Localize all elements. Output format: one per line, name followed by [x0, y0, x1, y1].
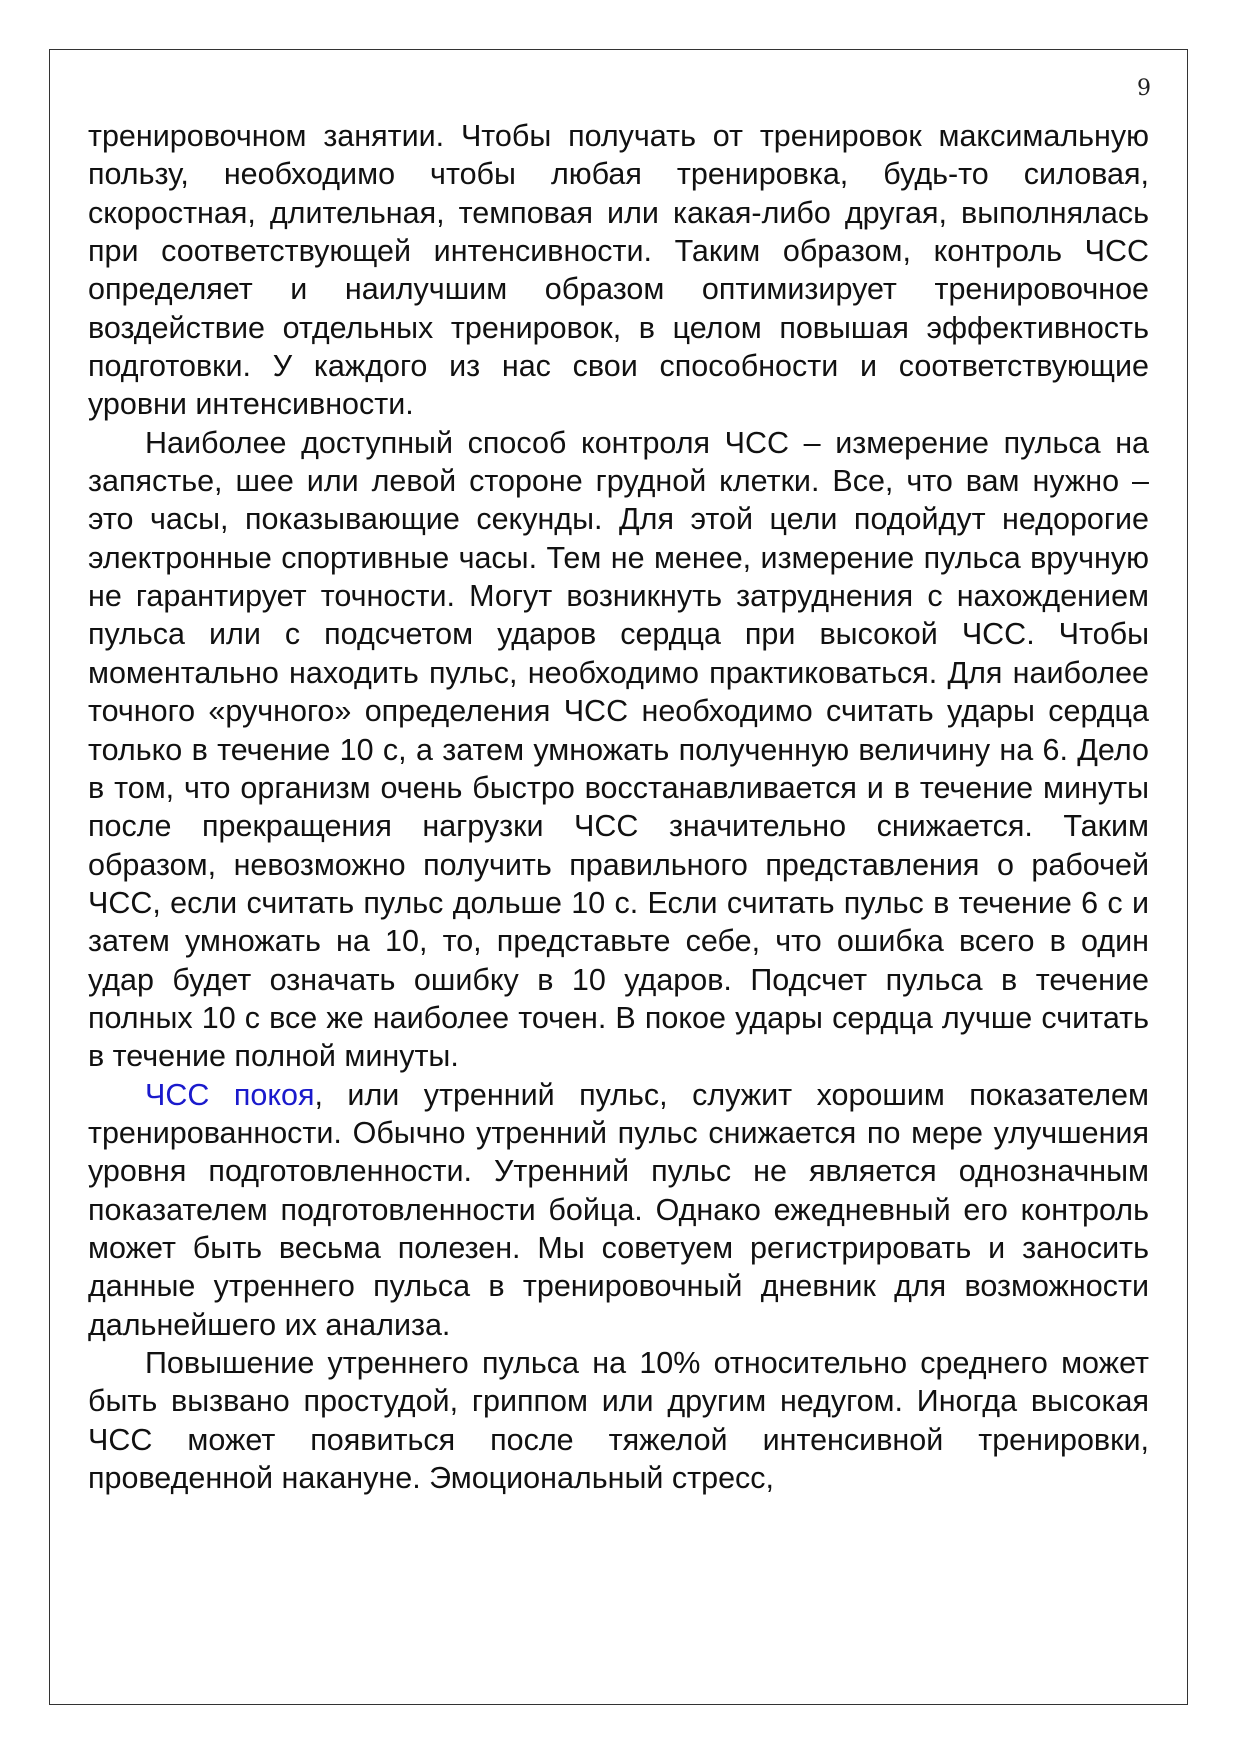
resting-heart-rate-link[interactable]: ЧСС покоя [145, 1077, 315, 1112]
paragraph-morning-pulse-increase: Повышение утреннего пульса на 10% относительно среднего может быть вызвано простудой, гриппом или другим недугом. Иногда высокая ЧСС может появиться после тяжелой интенсивной тренировки, проведенной накануне. Эмоциональный стресс, [88, 1346, 1149, 1496]
page-number: 9 [1137, 76, 1151, 101]
paragraph-training-intensity: тренировочном занятии. Чтобы получать от тренировок максимальную пользу, необходимо чтобы любая тренировка, будь-то силовая, скоростная, длительная, темповая или какая-либо другая, выполнялась при соответствующей интенсивности. Таким образом, контроль ЧСС определяет и наилучшим образом оптимизирует тренировочное воздействие отдельных тренировок, в целом повышая эффективность подготовки. У каждого из нас свои способности и соответствующие уровни интенсивности. [88, 119, 1149, 422]
page-body [88, 117, 1149, 1497]
resting-heart-rate-text: , или утренний пульс, служит хорошим показателем тренированности. Обычно утренний пульс снижается по мере улучшения уровня подготовленности. Утренний пульс не является однозначным показателем подготовленности бойца. Однако ежедневный его контроль может быть весьма полезен. Мы советуем регистрировать и заносить данные утреннего пульса в тренировочный дневник для возможности дальнейшего их анализа. [88, 1077, 1149, 1342]
paragraph-pulse-measurement: Наиболее доступный способ контроля ЧСС – измерение пульса на запястье, шее или левой стороне грудной клетки. Все, что вам нужно – это часы, показывающие секунды. Для этой цели подойдут недорогие электронные спортивные часы. Тем не менее, измерение пульса вручную не гарантирует точности. Могут возникнуть затруднения с нахождением пульса или с подсчетом ударов сердца при высокой ЧСС. Чтобы моментально находить пульс, необходимо практиковаться. Для наиболее точного «ручного» определения ЧСС необходимо считать удары сердца только в течение 10 с, а затем умножать полученную величину на 6. Дело в том, что организм очень быстро восстанавливается и в течение минуты после прекращения нагрузки ЧСС значительно снижается. Таким образом, невозможно получить правильного представления о рабочей ЧСС, если считать пульс дольше 10 с. Если считать пульс в течение 6 с и затем умножать на 10, то, представьте себе, что ошибка всего в один удар будет означать ошибку в 10 ударов. Подсчет пульса в течение полных 10 с все же наиболее точен. В покое удары сердца лучше считать в течение полной минуты. [88, 425, 1149, 1074]
paragraph-resting-heart-rate [88, 1076, 1149, 1344]
